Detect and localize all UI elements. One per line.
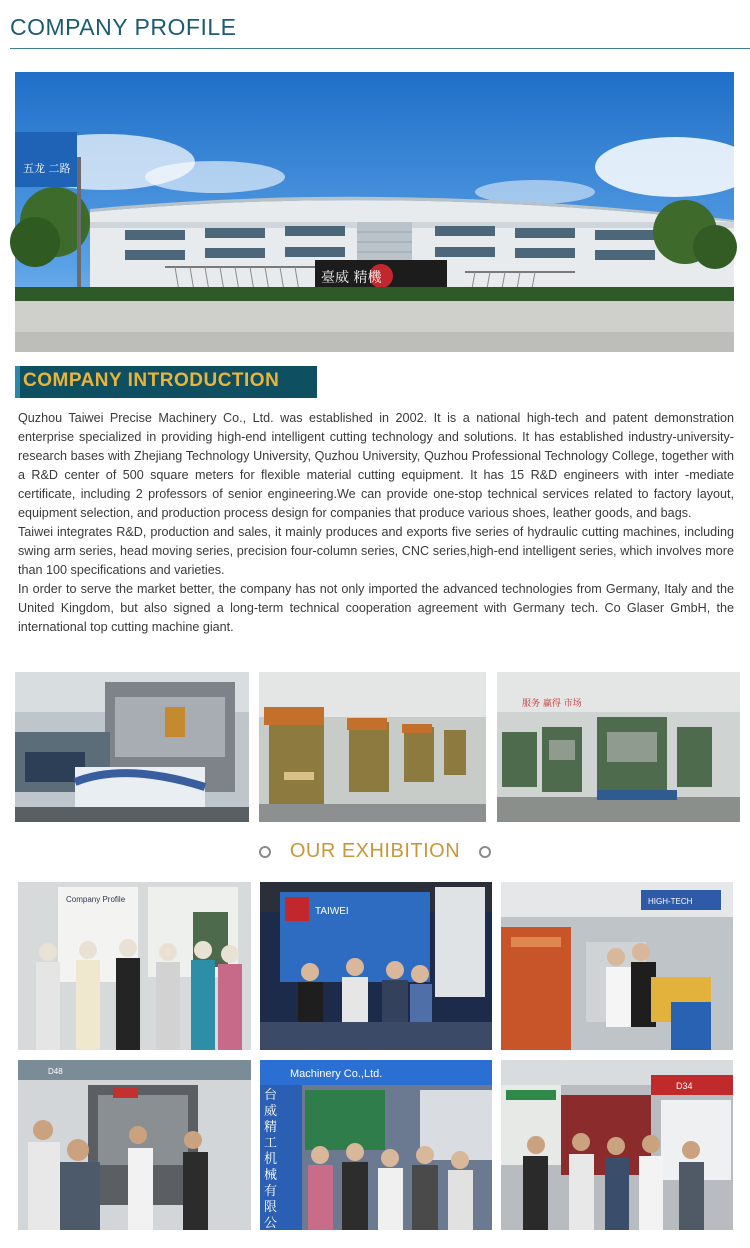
exhibition-photo-demo-machines <box>501 882 733 1050</box>
circle-ornament-icon <box>479 846 491 858</box>
exhibition-heading-row <box>0 840 750 866</box>
intro-paragraph: Taiwei integrates R&D, production and sales, it mainly produces and exports five series of hydraulic cutting machines, including swing arm series, head moving series, precision four-column series, CNC series,high-end intelligent series, which involves more than 100 specifications and varieties. <box>18 525 734 577</box>
sign-chinese: 臺威 精機 <box>321 270 382 286</box>
factory-photo-four-column-line <box>497 672 740 822</box>
booth-number-text: D48 <box>48 1067 63 1076</box>
factory-slogan: 服务 赢得 市场 <box>522 699 582 709</box>
factory-photo-cnc-machine <box>15 672 249 822</box>
booth-number-text: D34 <box>676 1081 693 1091</box>
intro-paragraph: Quzhou Taiwei Precise Machinery Co., Ltd. was established in 2002. It is a national high-tech and patent demonstration enterprise specialized in providing high-end intelligent cutting technology and solutions. It has established industry-university-research bases with Zhejiang Technology University, Quzhou University, Quzhou Professional Technology College, together with a R&D center of 500 square meters for flexible material cutting equipment. It has 15 R&D engineers with inter -mediate certificate, including 2 professors of senior engineering.We can provide one-stop technical services related to factory layout, equipment selection, and production process design for companies that produce various shoes, leather goods, and bags. <box>18 411 734 520</box>
intro-heading-accent <box>15 366 20 398</box>
factory-hero-svg <box>15 72 734 352</box>
booth-banner-text: Company Profile <box>66 895 126 904</box>
exhibition-photo-booth-group <box>18 882 251 1050</box>
exhibition-photo-visitors-machine <box>18 1060 251 1230</box>
intro-heading: COMPANY INTRODUCTION <box>23 370 280 391</box>
exhibition-photo-taiwei-booth <box>260 882 492 1050</box>
demo-sign-text: HIGH-TECH <box>648 897 693 906</box>
booth-banner-text: Machinery Co.,Ltd. <box>290 1068 383 1080</box>
intro-text <box>18 409 734 637</box>
booth-brand-text: TAIWEI <box>315 906 349 917</box>
header-divider <box>10 48 750 49</box>
page-title: COMPANY PROFILE <box>10 14 237 40</box>
booth-vertical-text: 台威精工机械有限公司 <box>264 1088 278 1247</box>
intro-heading-banner <box>15 366 317 398</box>
exhibition-photo-crowd-booth <box>260 1060 492 1247</box>
factory-photo-swing-arm-line <box>259 672 486 822</box>
exhibition-heading: OUR EXHIBITION <box>289 840 461 862</box>
exhibition-photo-booth-d34 <box>501 1060 733 1230</box>
intro-paragraph: In order to serve the market better, the company has not only imported the advanced technologies from Germany, Italy and the United Kingdom, but also signed a long-term technical cooperation agreement with Germany tech. Co Glaser GmbH, the international top cutting machine giant. <box>18 582 734 634</box>
road-sign-text: 五龙 二路 <box>23 162 71 175</box>
factory-hero-image <box>15 72 734 352</box>
circle-ornament-icon <box>259 846 271 858</box>
